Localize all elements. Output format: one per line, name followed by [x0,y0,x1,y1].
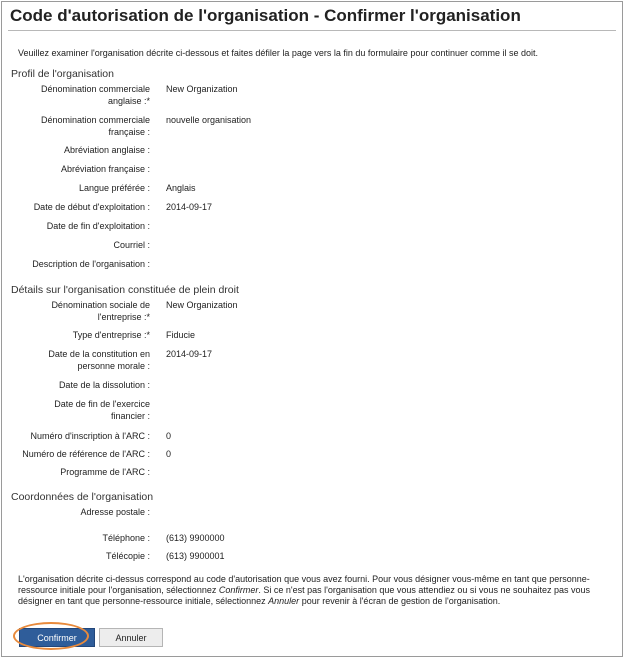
field-label-line: l'entreprise :* [97,312,150,322]
field-label-line: Téléphone : [102,533,150,543]
field-label-line: Programme de l'ARC : [60,467,150,477]
field-label [34,201,150,213]
cancel-button[interactable]: Annuler [99,628,163,647]
field-label [32,258,150,270]
field-label [54,398,150,422]
field-label-line: Télécopie : [105,551,150,561]
field-label [102,532,150,544]
field-value: 2014-09-17 [166,349,213,359]
field-value: 2014-09-17 [166,202,213,212]
field-label [80,506,150,518]
field-label-line: Courriel : [113,240,150,250]
field-label [64,144,150,156]
field-label-line: Dénomination commerciale [40,115,150,125]
field-value: nouvelle organisation [166,115,252,125]
field-label [60,466,150,478]
field-label-line: française : [108,127,150,137]
field-value: Fiducie [166,330,196,340]
field-label-line: Numéro d'inscription à l'ARC : [30,431,150,441]
notice-text: pour revenir à l'écran de gestion de l'organisation. [299,596,501,606]
field-value: Anglais [166,183,196,193]
field-label [48,348,150,372]
field-value: (613) 9900000 [166,533,225,543]
field-label [51,299,150,323]
section-heading-contact: Coordonnées de l'organisation [11,491,154,503]
emphasized-action-name: Annuler [268,596,300,606]
field-label [31,430,150,442]
confirmation-notice [18,574,598,607]
field-label [41,83,150,107]
field-label-line: Abréviation française : [60,164,150,174]
notice-text: . Si ce n'est pas l'organisation que vous attendiez ou si vous ne souhaitez pas vous désigner en tant que personne-ressource initiale, sélectionnez [18,585,591,606]
field-label [59,379,150,391]
field-value: New Organization [166,300,238,310]
field-label [106,550,150,562]
field-label [79,182,150,194]
field-label-line: Dénomination commerciale [40,84,150,94]
field-label-line: Langue préférée : [78,183,150,193]
field-value: (613) 9900001 [166,551,225,561]
field-label-line: Abréviation anglaise : [63,145,150,155]
field-label-line: Type d'entreprise :* [72,330,150,340]
field-label-line: Numéro de référence de l'ARC : [22,449,150,459]
confirm-button[interactable]: Confirmer [19,628,95,647]
section-heading-legal: Détails sur l'organisation constituée de plein droit [11,284,239,296]
field-label [61,163,150,175]
field-label-line: Date de la dissolution : [58,380,150,390]
field-label-line: Date de début d'exploitation : [33,202,150,212]
field-label [47,220,150,232]
field-label-line: personne morale : [77,361,150,371]
field-label-line: anglaise :* [107,96,150,106]
field-label-line: Date de la constitution en [48,349,150,359]
field-value: 0 [166,449,172,459]
field-label [41,114,150,138]
field-label [22,448,150,460]
confirm-organization-panel [1,1,623,657]
emphasized-action-name: Confirmer [218,585,259,595]
section-heading-profile: Profil de l'organisation [11,68,114,80]
field-value: New Organization [166,84,238,94]
field-label [73,329,150,341]
field-label [113,239,150,251]
page-title: Code d'autorisation de l'organisation - Confirmer l'organisation [10,6,521,25]
field-label-line: Description de l'organisation : [32,259,150,269]
field-label-line: financier : [110,411,150,421]
field-label-line: Dénomination sociale de [51,300,150,310]
field-label-line: Date de fin de l'exercice [54,399,150,409]
intro-text: Veuillez examiner l'organisation décrite ci-dessous et faites défiler la page vers la fin du formulaire pour continuer comme il se doit. [18,48,538,58]
title-divider [8,30,616,31]
field-value: 0 [166,431,172,441]
field-label-line: Date de fin d'exploitation : [46,221,150,231]
field-label-line: Adresse postale : [80,507,150,517]
notice-text: L'organisation décrite ci-dessus correspond au code d'autorisation que vous avez fourni. Pour vous désigner vous-même en tant que personne-ressource initiale pour l'organisation, sélectionnez [18,574,590,595]
